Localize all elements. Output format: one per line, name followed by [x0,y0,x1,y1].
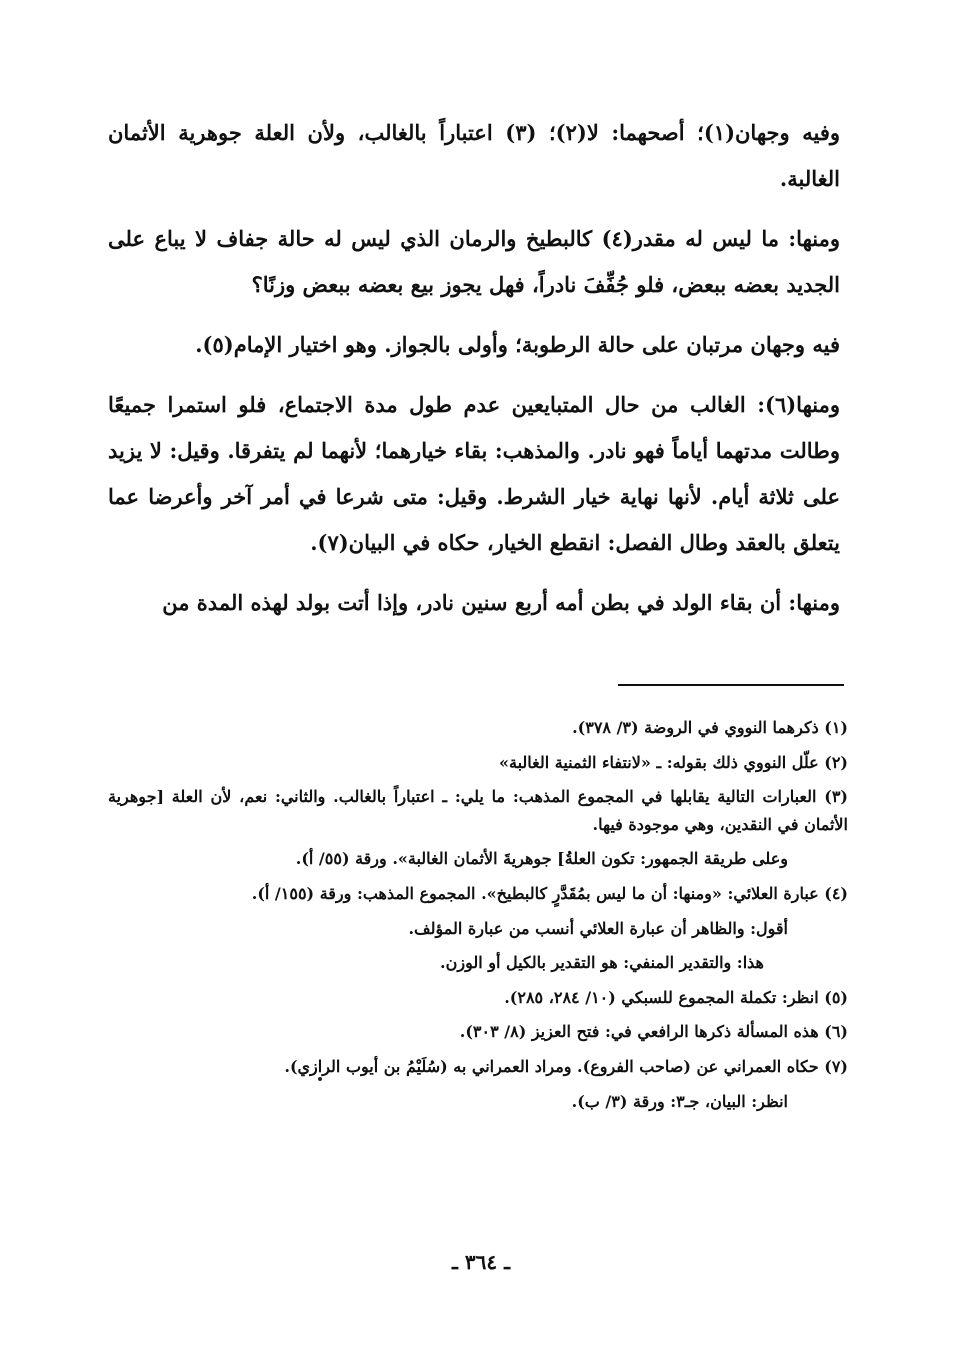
paragraph-1: وفيه وجهان(١)؛ أصحهما: لا(٢)؛ (٣) اعتباراً بالغالب، ولأن العلة جوهرية الأثمان الغالبة. [108,120,841,191]
footnote-7-reference: انظر: البيان، جـ٣: ورقة (٣/ ب). [571,1091,788,1111]
paragraph-2: ومنها: ما ليس له مقدر(٤) كالبطيخ والرمان الذي ليس له حالة جفاف لا يباع على الجديد بعضه ببعض، فلو جُفِّفَ نادراً، فهل يجوز بيع بعضه ببعض وزنًا؟ [108,226,840,297]
footnote-7: (٧) حكاه العمراني عن (صاحب الفروع). ومراد العمراني به (سُلَيْمُ بن أيوب الرازي). [284,1056,848,1076]
footnote-3: (٣) العبارات التالية يقابلها في المجموع المذهب: ما يلي: ـ اعتباراً بالغالب. والثاني: نعم، لأن العلة [جوهرية الأثمان في النقدين، وهي موجودة فيها. [108,787,848,834]
page-number: ـ ٣٦٤ ـ [452,1250,510,1274]
footnote-3-continuation: وعلى طريقة الجمهور: تكون العلةُ] جوهريةَ الأثمان الغالبة». ورقة (٥٥/ أ). [295,849,788,869]
footnote-6: (٦) هذه المسألة ذكرها الرافعي في: فتح العزيز (٨/ ٣٠٣). [459,1022,848,1042]
footnote-5: (٥) انظر: تكملة المجموع للسبكي (١٠/ ٢٨٤، ٢٨٥). [504,987,848,1007]
footnote-separator [618,684,844,686]
footnote-4-note: هذا: والتقدير المنفي: هو التقدير بالكيل أو الوزن. [440,953,764,973]
footnote-4: (٤) عبارة العلائي: «ومنها: أن ما ليس بمُقَدَّرٍ كالبطيخ». المجموع المذهب: ورقة (١٥٥/ أ). [251,883,848,903]
footnote-1: (١) ذكرهما النووي في الروضة (٣/ ٣٧٨). [572,718,848,737]
paragraph-5: ومنها: أن بقاء الولد في بطن أمه أربع سنين نادر، وإذا أتت بولد لهذه المدة من [162,590,840,615]
main-text [108,110,840,640]
ink-speck [318,1077,322,1081]
footnote-2: (٢) علّل النووي ذلك بقوله: ـ «لانتفاء الثمنية الغالبة» [499,752,848,772]
paragraph-4: ومنها(٦): الغالب من حال المتبايعين عدم طول مدة الاجتماع، فلو استمرا جميعًا وطالت مدتهما أياماً فهو نادر. والمذهب: بقاء خيارهما؛ لأنهما لم يتفرقا. وقيل: لا يزيد على ثلاثة أيام. لأنها نهاية خيار الشرط. وقيل: متى شرعا في أمر آخر وأعرضا عما يتعلق بالعقد وطال الفصل: انقطع الخيار، حكاه في البيان(٧). [108,392,840,555]
paragraph-3: فيه وجهان مرتبان على حالة الرطوبة؛ وأولى بالجواز. وهو اختيار الإمام(٥). [195,332,840,357]
footnote-4-comment: أقول: والظاهر أن عبارة العلائي أنسب من عبارة المؤلف. [408,918,788,938]
footnotes [108,714,848,1122]
